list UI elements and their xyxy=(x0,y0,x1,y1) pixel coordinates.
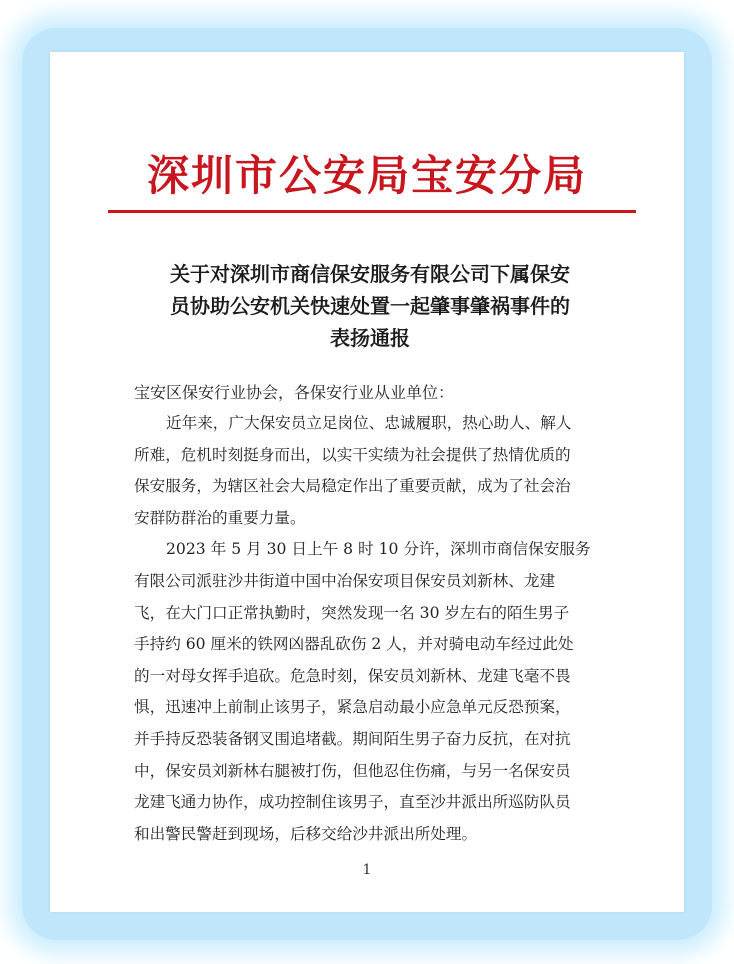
body-line: 有限公司派驻沙井街道中国中冶保安项目保安员刘新林、龙建 xyxy=(134,571,556,590)
body-line: 2023 年 5 月 30 日上午 8 时 10 分许，深圳市商信保安服务 xyxy=(166,540,591,559)
body-line: 并手持反恐装备钢叉围追堵截。期间陌生男子奋力反抗，在对抗 xyxy=(134,729,571,748)
document-title-line: 表扬通报 xyxy=(330,326,410,350)
document-page xyxy=(50,52,684,912)
body-line: 安群防群治的重要力量。 xyxy=(134,508,306,527)
document-body xyxy=(134,408,654,850)
body-line: 中，保安员刘新林右腿被打伤，但他忍住伤痛，与另一名保安员 xyxy=(134,761,571,780)
body-line: 飞，在大门口正常执勤时，突然发现一名 30 岁左右的陌生男子 xyxy=(134,603,570,622)
body-line: 保安服务，为辖区社会大局稳定作出了重要贡献，成为了社会治 xyxy=(134,477,571,496)
document-title xyxy=(110,258,630,354)
body-line: 和出警民警赶到现场，后移交给沙井派出所处理。 xyxy=(134,824,478,843)
document-title-line: 关于对深圳市商信保安服务有限公司下属保安 xyxy=(170,262,570,286)
letterhead-red-rule xyxy=(108,210,636,213)
body-line: 的一对母女挥手追砍。危急时刻，保安员刘新林、龙建飞毫不畏 xyxy=(134,666,571,685)
page-number: 1 xyxy=(362,862,372,878)
letterhead-title: 深圳市公安局宝安分局 xyxy=(146,151,587,200)
body-line: 所难，危机时刻挺身而出，以实干实绩为社会提供了热情优质的 xyxy=(134,445,571,464)
body-line: 龙建飞通力协作，成功控制住该男子，直至沙井派出所巡防队员 xyxy=(134,793,571,812)
body-line: 手持约 60 厘米的铁网凶器乱砍伤 2 人，并对骑电动车经过此处 xyxy=(134,635,574,654)
body-line: 近年来，广大保安员立足岗位、忠诚履职，热心助人、解人 xyxy=(166,414,572,432)
document-title-line: 员协助公安机关快速处置一起肇事肇祸事件的 xyxy=(170,294,570,318)
salutation: 宝安区保安行业协会，各保安行业从业单位： xyxy=(134,383,455,402)
body-line: 惧，迅速冲上前制止该男子，紧急启动最小应急单元反恐预案， xyxy=(134,698,571,717)
